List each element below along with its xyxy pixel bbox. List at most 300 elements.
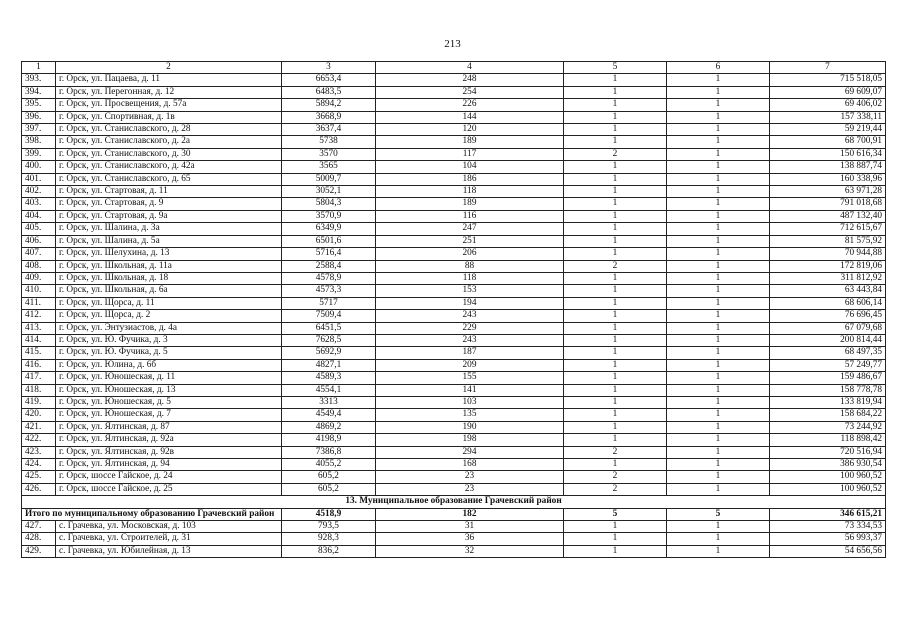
residents-cell: 36 bbox=[376, 533, 564, 545]
residents-cell: 144 bbox=[376, 111, 564, 123]
row-number: 411. bbox=[22, 297, 56, 309]
table-row bbox=[22, 223, 886, 235]
address-cell: г. Орск, ул. Станиславского, д. 65 bbox=[56, 173, 282, 185]
area-cell: 836,2 bbox=[282, 545, 376, 557]
area-cell: 5717 bbox=[282, 297, 376, 309]
table-row bbox=[22, 396, 886, 408]
col6-cell: 1 bbox=[667, 533, 770, 545]
residents-cell: 23 bbox=[376, 471, 564, 483]
address-cell: с. Грачевка, ул. Московская, д. 103 bbox=[56, 521, 282, 533]
col6-cell: 1 bbox=[667, 446, 770, 458]
address-cell: г. Орск, ул. Шалина, д. 3а bbox=[56, 223, 282, 235]
row-number: 398. bbox=[22, 136, 56, 148]
address-cell: г. Орск, ул. Шалина, д. 5а bbox=[56, 235, 282, 247]
address-cell: г. Орск, ул. Шелухина, д. 13 bbox=[56, 248, 282, 260]
col5-cell: 1 bbox=[564, 545, 667, 557]
column-number: 2 bbox=[56, 62, 282, 74]
cost-cell: 200 814,44 bbox=[770, 334, 886, 346]
col5-cell: 2 bbox=[564, 446, 667, 458]
col5-cell: 1 bbox=[564, 186, 667, 198]
area-cell: 2588,4 bbox=[282, 260, 376, 272]
address-cell: г. Орск, шоссе Гайское, д. 24 bbox=[56, 471, 282, 483]
col6-cell: 1 bbox=[667, 285, 770, 297]
col6-cell: 1 bbox=[667, 359, 770, 371]
col6-cell: 1 bbox=[667, 521, 770, 533]
area-cell: 3637,4 bbox=[282, 124, 376, 136]
col5-cell: 1 bbox=[564, 272, 667, 284]
col6-cell: 1 bbox=[667, 483, 770, 495]
table-row bbox=[22, 148, 886, 160]
table-row bbox=[22, 260, 886, 272]
col6-cell: 1 bbox=[667, 545, 770, 557]
area-cell: 3313 bbox=[282, 396, 376, 408]
residents-cell: 229 bbox=[376, 322, 564, 334]
cost-cell: 76 696,45 bbox=[770, 310, 886, 322]
col6-cell: 1 bbox=[667, 421, 770, 433]
row-number: 414. bbox=[22, 334, 56, 346]
row-number: 425. bbox=[22, 471, 56, 483]
col5-cell: 1 bbox=[564, 434, 667, 446]
col6-cell: 1 bbox=[667, 260, 770, 272]
total-col5: 5 bbox=[564, 508, 667, 520]
area-cell: 6451,5 bbox=[282, 322, 376, 334]
column-number: 6 bbox=[667, 62, 770, 74]
cost-cell: 150 616,34 bbox=[770, 148, 886, 160]
table-row bbox=[22, 297, 886, 309]
row-number: 427. bbox=[22, 521, 56, 533]
cost-cell: 67 079,68 bbox=[770, 322, 886, 334]
row-number: 399. bbox=[22, 148, 56, 160]
row-number: 395. bbox=[22, 99, 56, 111]
cost-cell: 133 819,94 bbox=[770, 396, 886, 408]
col6-cell: 1 bbox=[667, 409, 770, 421]
col5-cell: 1 bbox=[564, 347, 667, 359]
col6-cell: 1 bbox=[667, 124, 770, 136]
section-row bbox=[22, 496, 886, 508]
residents-cell: 168 bbox=[376, 459, 564, 471]
cost-cell: 70 944,88 bbox=[770, 248, 886, 260]
address-cell: г. Орск, ул. Щорса, д. 2 bbox=[56, 310, 282, 322]
cost-cell: 73 334,53 bbox=[770, 521, 886, 533]
row-number: 415. bbox=[22, 347, 56, 359]
address-cell: г. Орск, ул. Стартовая, д. 9 bbox=[56, 198, 282, 210]
cost-cell: 158 778,78 bbox=[770, 384, 886, 396]
col6-cell: 1 bbox=[667, 310, 770, 322]
col6-cell: 1 bbox=[667, 210, 770, 222]
column-number: 4 bbox=[376, 62, 564, 74]
residents-cell: 254 bbox=[376, 86, 564, 98]
row-number: 417. bbox=[22, 372, 56, 384]
row-number: 405. bbox=[22, 223, 56, 235]
residents-cell: 155 bbox=[376, 372, 564, 384]
row-number: 409. bbox=[22, 272, 56, 284]
cost-cell: 158 684,22 bbox=[770, 409, 886, 421]
table-row bbox=[22, 198, 886, 210]
residents-cell: 120 bbox=[376, 124, 564, 136]
col5-cell: 1 bbox=[564, 521, 667, 533]
row-number: 423. bbox=[22, 446, 56, 458]
residents-cell: 190 bbox=[376, 421, 564, 433]
table-row bbox=[22, 111, 886, 123]
area-cell: 4827,1 bbox=[282, 359, 376, 371]
residents-cell: 141 bbox=[376, 384, 564, 396]
cost-cell: 157 338,11 bbox=[770, 111, 886, 123]
area-cell: 4198,9 bbox=[282, 434, 376, 446]
col5-cell: 1 bbox=[564, 533, 667, 545]
table-row bbox=[22, 272, 886, 284]
cost-cell: 715 518,05 bbox=[770, 74, 886, 86]
col6-cell: 1 bbox=[667, 372, 770, 384]
address-cell: с. Грачевка, ул. Строителей, д. 31 bbox=[56, 533, 282, 545]
address-cell: г. Орск, ул. Станиславского, д. 28 bbox=[56, 124, 282, 136]
col6-cell: 1 bbox=[667, 198, 770, 210]
residents-cell: 32 bbox=[376, 545, 564, 557]
residents-cell: 247 bbox=[376, 223, 564, 235]
row-number: 407. bbox=[22, 248, 56, 260]
address-cell: г. Орск, ул. Ялтинская, д. 92в bbox=[56, 446, 282, 458]
residents-cell: 186 bbox=[376, 173, 564, 185]
address-cell: г. Орск, ул. Ю. Фучика, д. 5 bbox=[56, 347, 282, 359]
area-cell: 6653,4 bbox=[282, 74, 376, 86]
cost-cell: 100 960,52 bbox=[770, 471, 886, 483]
table-row bbox=[22, 74, 886, 86]
col6-cell: 1 bbox=[667, 74, 770, 86]
residents-cell: 226 bbox=[376, 99, 564, 111]
col5-cell: 1 bbox=[564, 86, 667, 98]
area-cell: 3570 bbox=[282, 148, 376, 160]
row-number: 396. bbox=[22, 111, 56, 123]
area-cell: 7628,5 bbox=[282, 334, 376, 346]
row-number: 420. bbox=[22, 409, 56, 421]
row-number: 404. bbox=[22, 210, 56, 222]
row-number: 393. bbox=[22, 74, 56, 86]
col5-cell: 1 bbox=[564, 161, 667, 173]
col6-cell: 1 bbox=[667, 322, 770, 334]
col5-cell: 1 bbox=[564, 136, 667, 148]
table-row bbox=[22, 446, 886, 458]
col6-cell: 1 bbox=[667, 347, 770, 359]
address-cell: г. Орск, ул. Перегонная, д. 12 bbox=[56, 86, 282, 98]
row-number: 410. bbox=[22, 285, 56, 297]
cost-cell: 138 887,74 bbox=[770, 161, 886, 173]
row-number: 421. bbox=[22, 421, 56, 433]
table-row bbox=[22, 372, 886, 384]
area-cell: 7509,4 bbox=[282, 310, 376, 322]
area-cell: 6483,5 bbox=[282, 86, 376, 98]
address-cell: г. Орск, ул. Станиславского, д. 42а bbox=[56, 161, 282, 173]
cost-cell: 159 486,67 bbox=[770, 372, 886, 384]
area-cell: 5009,7 bbox=[282, 173, 376, 185]
area-cell: 4573,3 bbox=[282, 285, 376, 297]
table-row bbox=[22, 136, 886, 148]
total-row bbox=[22, 508, 886, 520]
residents-cell: 135 bbox=[376, 409, 564, 421]
cost-cell: 68 700,91 bbox=[770, 136, 886, 148]
col5-cell: 1 bbox=[564, 334, 667, 346]
table-row bbox=[22, 334, 886, 346]
row-number: 418. bbox=[22, 384, 56, 396]
row-number: 412. bbox=[22, 310, 56, 322]
total-area: 4518,9 bbox=[282, 508, 376, 520]
residents-cell: 187 bbox=[376, 347, 564, 359]
address-cell: г. Орск, ул. Ялтинская, д. 87 bbox=[56, 421, 282, 433]
column-number: 7 bbox=[770, 62, 886, 74]
cost-cell: 160 338,96 bbox=[770, 173, 886, 185]
cost-cell: 720 516,94 bbox=[770, 446, 886, 458]
col5-cell: 1 bbox=[564, 198, 667, 210]
cost-cell: 73 244,92 bbox=[770, 421, 886, 433]
col5-cell: 1 bbox=[564, 384, 667, 396]
row-number: 402. bbox=[22, 186, 56, 198]
col5-cell: 1 bbox=[564, 210, 667, 222]
row-number: 422. bbox=[22, 434, 56, 446]
row-number: 428. bbox=[22, 533, 56, 545]
row-number: 408. bbox=[22, 260, 56, 272]
cost-cell: 100 960,52 bbox=[770, 483, 886, 495]
row-number: 397. bbox=[22, 124, 56, 136]
col6-cell: 1 bbox=[667, 248, 770, 260]
address-cell: г. Орск, ул. Юношеская, д. 7 bbox=[56, 409, 282, 421]
col5-cell: 1 bbox=[564, 372, 667, 384]
residents-cell: 206 bbox=[376, 248, 564, 260]
col5-cell: 1 bbox=[564, 310, 667, 322]
column-number: 1 bbox=[22, 62, 56, 74]
address-cell: с. Грачевка, ул. Юбилейная, д. 13 bbox=[56, 545, 282, 557]
address-cell: г. Орск, ул. Просвещения, д. 57а bbox=[56, 99, 282, 111]
residents-cell: 88 bbox=[376, 260, 564, 272]
table-row bbox=[22, 459, 886, 471]
area-cell: 3565 bbox=[282, 161, 376, 173]
address-cell: г. Орск, ул. Пацаева, д. 11 bbox=[56, 74, 282, 86]
area-cell: 4549,4 bbox=[282, 409, 376, 421]
address-cell: г. Орск, ул. Станиславского, д. 2а bbox=[56, 136, 282, 148]
residents-cell: 117 bbox=[376, 148, 564, 160]
col6-cell: 1 bbox=[667, 471, 770, 483]
housing-table bbox=[21, 61, 886, 558]
col5-cell: 1 bbox=[564, 285, 667, 297]
col6-cell: 1 bbox=[667, 161, 770, 173]
area-cell: 928,3 bbox=[282, 533, 376, 545]
col6-cell: 1 bbox=[667, 272, 770, 284]
col6-cell: 1 bbox=[667, 148, 770, 160]
residents-cell: 118 bbox=[376, 272, 564, 284]
area-cell: 605,2 bbox=[282, 483, 376, 495]
address-cell: г. Орск, ул. Щорса, д. 11 bbox=[56, 297, 282, 309]
address-cell: г. Орск, ул. Юношеская, д. 5 bbox=[56, 396, 282, 408]
residents-cell: 103 bbox=[376, 396, 564, 408]
table-row bbox=[22, 310, 886, 322]
col6-cell: 1 bbox=[667, 384, 770, 396]
address-cell: г. Орск, ул. Спортивная, д. 1в bbox=[56, 111, 282, 123]
area-cell: 4055,2 bbox=[282, 459, 376, 471]
col6-cell: 1 bbox=[667, 86, 770, 98]
row-number: 416. bbox=[22, 359, 56, 371]
residents-cell: 243 bbox=[376, 334, 564, 346]
col6-cell: 1 bbox=[667, 223, 770, 235]
table-row bbox=[22, 384, 886, 396]
table-row bbox=[22, 99, 886, 111]
col5-cell: 2 bbox=[564, 483, 667, 495]
col6-cell: 1 bbox=[667, 297, 770, 309]
table-row bbox=[22, 186, 886, 198]
table-row bbox=[22, 545, 886, 557]
row-number: 400. bbox=[22, 161, 56, 173]
row-number: 406. bbox=[22, 235, 56, 247]
area-cell: 3668,9 bbox=[282, 111, 376, 123]
area-cell: 5738 bbox=[282, 136, 376, 148]
residents-cell: 209 bbox=[376, 359, 564, 371]
page-number: 213 bbox=[444, 38, 461, 50]
col5-cell: 1 bbox=[564, 99, 667, 111]
table-row bbox=[22, 347, 886, 359]
address-cell: г. Орск, ул. Энтузиастов, д. 4а bbox=[56, 322, 282, 334]
cost-cell: 69 609,07 bbox=[770, 86, 886, 98]
area-cell: 4554,1 bbox=[282, 384, 376, 396]
table-row bbox=[22, 248, 886, 260]
address-cell: г. Орск, шоссе Гайское, д. 25 bbox=[56, 483, 282, 495]
cost-cell: 81 575,92 bbox=[770, 235, 886, 247]
col5-cell: 2 bbox=[564, 260, 667, 272]
col5-cell: 1 bbox=[564, 409, 667, 421]
area-cell: 5692,9 bbox=[282, 347, 376, 359]
column-number: 5 bbox=[564, 62, 667, 74]
area-cell: 4869,2 bbox=[282, 421, 376, 433]
area-cell: 5804,3 bbox=[282, 198, 376, 210]
col5-cell: 1 bbox=[564, 421, 667, 433]
row-number: 401. bbox=[22, 173, 56, 185]
col6-cell: 1 bbox=[667, 173, 770, 185]
table-row bbox=[22, 521, 886, 533]
column-number-row bbox=[22, 62, 886, 74]
address-cell: г. Орск, ул. Стартовая, д. 11 bbox=[56, 186, 282, 198]
col5-cell: 1 bbox=[564, 248, 667, 260]
col6-cell: 1 bbox=[667, 334, 770, 346]
residents-cell: 189 bbox=[376, 198, 564, 210]
col5-cell: 1 bbox=[564, 322, 667, 334]
total-sum: 346 615,21 bbox=[770, 508, 886, 520]
cost-cell: 69 406,02 bbox=[770, 99, 886, 111]
area-cell: 4578,9 bbox=[282, 272, 376, 284]
col5-cell: 1 bbox=[564, 173, 667, 185]
address-cell: г. Орск, ул. Школьная, д. 6а bbox=[56, 285, 282, 297]
residents-cell: 153 bbox=[376, 285, 564, 297]
col5-cell: 1 bbox=[564, 111, 667, 123]
col6-cell: 1 bbox=[667, 186, 770, 198]
cost-cell: 54 656,56 bbox=[770, 545, 886, 557]
residents-cell: 243 bbox=[376, 310, 564, 322]
col5-cell: 2 bbox=[564, 471, 667, 483]
residents-cell: 248 bbox=[376, 74, 564, 86]
table-row bbox=[22, 86, 886, 98]
address-cell: г. Орск, ул. Школьная, д. 11а bbox=[56, 260, 282, 272]
row-number: 429. bbox=[22, 545, 56, 557]
area-cell: 605,2 bbox=[282, 471, 376, 483]
col5-cell: 1 bbox=[564, 74, 667, 86]
row-number: 419. bbox=[22, 396, 56, 408]
residents-cell: 294 bbox=[376, 446, 564, 458]
row-number: 424. bbox=[22, 459, 56, 471]
table-row bbox=[22, 210, 886, 222]
table-row bbox=[22, 434, 886, 446]
cost-cell: 57 249,77 bbox=[770, 359, 886, 371]
area-cell: 3052,1 bbox=[282, 186, 376, 198]
cost-cell: 118 898,42 bbox=[770, 434, 886, 446]
table-row bbox=[22, 421, 886, 433]
col5-cell: 2 bbox=[564, 148, 667, 160]
residents-cell: 31 bbox=[376, 521, 564, 533]
table-row bbox=[22, 161, 886, 173]
cost-cell: 63 971,28 bbox=[770, 186, 886, 198]
cost-cell: 386 930,54 bbox=[770, 459, 886, 471]
address-cell: г. Орск, ул. Ю. Фучика, д. 3 bbox=[56, 334, 282, 346]
cost-cell: 487 132,40 bbox=[770, 210, 886, 222]
address-cell: г. Орск, ул. Юношеская, д. 11 bbox=[56, 372, 282, 384]
col6-cell: 1 bbox=[667, 111, 770, 123]
table-row bbox=[22, 409, 886, 421]
address-cell: г. Орск, ул. Ялтинская, д. 92а bbox=[56, 434, 282, 446]
total-col6: 5 bbox=[667, 508, 770, 520]
residents-cell: 23 bbox=[376, 483, 564, 495]
address-cell: г. Орск, ул. Стартовая, д. 9а bbox=[56, 210, 282, 222]
address-cell: г. Орск, ул. Ялтинская, д. 94 bbox=[56, 459, 282, 471]
table-row bbox=[22, 235, 886, 247]
col5-cell: 1 bbox=[564, 459, 667, 471]
cost-cell: 791 018,68 bbox=[770, 198, 886, 210]
table-row bbox=[22, 173, 886, 185]
area-cell: 5894,2 bbox=[282, 99, 376, 111]
area-cell: 7386,8 bbox=[282, 446, 376, 458]
col5-cell: 1 bbox=[564, 235, 667, 247]
col6-cell: 1 bbox=[667, 459, 770, 471]
col5-cell: 1 bbox=[564, 359, 667, 371]
cost-cell: 172 819,06 bbox=[770, 260, 886, 272]
col6-cell: 1 bbox=[667, 434, 770, 446]
table-row bbox=[22, 471, 886, 483]
cost-cell: 712 615,67 bbox=[770, 223, 886, 235]
col5-cell: 1 bbox=[564, 396, 667, 408]
residents-cell: 198 bbox=[376, 434, 564, 446]
cost-cell: 56 993,37 bbox=[770, 533, 886, 545]
area-cell: 6501,6 bbox=[282, 235, 376, 247]
row-number: 403. bbox=[22, 198, 56, 210]
col5-cell: 1 bbox=[564, 124, 667, 136]
area-cell: 4589,3 bbox=[282, 372, 376, 384]
col6-cell: 1 bbox=[667, 136, 770, 148]
col5-cell: 1 bbox=[564, 297, 667, 309]
total-residents: 182 bbox=[376, 508, 564, 520]
address-cell: г. Орск, ул. Юлина, д. 6б bbox=[56, 359, 282, 371]
col5-cell: 1 bbox=[564, 223, 667, 235]
table-row bbox=[22, 322, 886, 334]
row-number: 426. bbox=[22, 483, 56, 495]
col6-cell: 1 bbox=[667, 99, 770, 111]
column-number: 3 bbox=[282, 62, 376, 74]
residents-cell: 116 bbox=[376, 210, 564, 222]
cost-cell: 68 606,14 bbox=[770, 297, 886, 309]
cost-cell: 311 812,92 bbox=[770, 272, 886, 284]
row-number: 413. bbox=[22, 322, 56, 334]
table-row bbox=[22, 483, 886, 495]
row-number: 394. bbox=[22, 86, 56, 98]
total-label: Итого по муниципальному образованию Грачевский район bbox=[22, 508, 282, 520]
address-cell: г. Орск, ул. Юношеская, д. 13 bbox=[56, 384, 282, 396]
table-row bbox=[22, 124, 886, 136]
residents-cell: 194 bbox=[376, 297, 564, 309]
residents-cell: 251 bbox=[376, 235, 564, 247]
cost-cell: 63 443,84 bbox=[770, 285, 886, 297]
table-row bbox=[22, 359, 886, 371]
cost-cell: 68 497,35 bbox=[770, 347, 886, 359]
